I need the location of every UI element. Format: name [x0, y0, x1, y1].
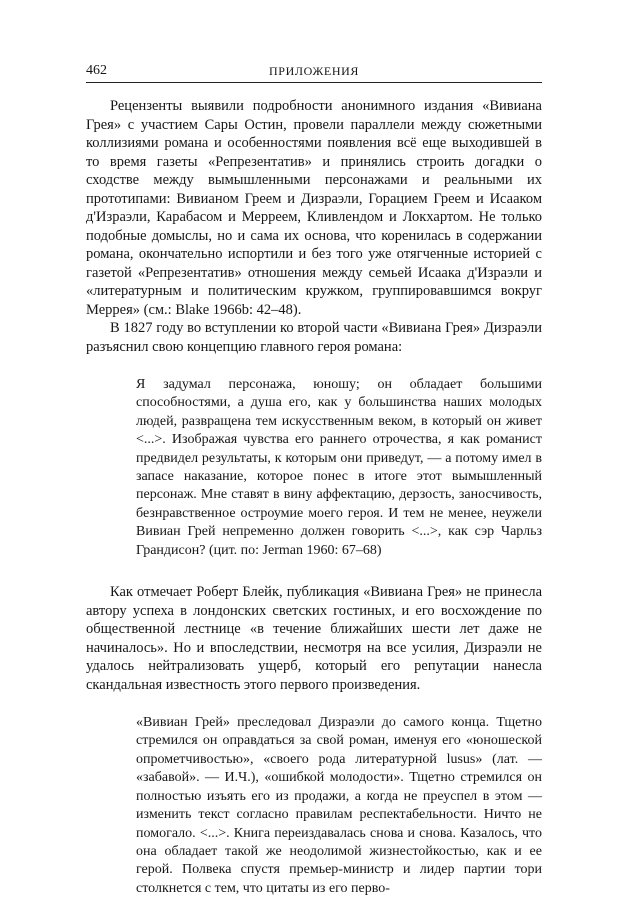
quote-text: Я задумал персонажа, юношу; он обладает большими способностями, а душа его, как у большинства наших молодых людей, развращена тем искусственным веком, в который он живет <...>. Изображая чувства его раннего отрочества, я как романист предвидел результаты, к которым они приведут, — а потому имел в запасе наказание, которое понес в итоге этот вымышленный персонаж. Мне ставят в вину аффектацию, дерзость, заносчивость, безнравственное остроумие моего героя. И тем не менее, неужели Вивиан Грей непременно должен говорить <...>, как сэр Чарльз Грандисон? (цит. по: Jerman 1960: 67–68)	[136, 377, 542, 558]
quote-text: «Вивиан Грей» преследовал Дизраэли до самого конца. Тщетно стремился он оправдаться за свой роман, именуя его «юношеской опрометчивостью», «своего рода литературной lusus» (лат. — «забавой». — И.Ч.), «ошибкой молодости». Тщетно стремился он полностью изъять его из продажи, а когда не преуспел в этом — изменить текст согласно правилам респектабельности. Ничто не помогало. <...>. Книга переиздавалась снова и снова. Казалось, что она обладает такой же неодолимой жизнестойкостью, как и ее герой. Полвека спустя премьер-министр и лидер партии тори столкнется с тем, что цитаты из его перво-	[136, 715, 542, 896]
page-header	[86, 63, 542, 81]
running-title: ПРИЛОЖЕНИЯ	[269, 64, 359, 78]
header-rule	[86, 82, 542, 83]
paragraph: Как отмечает Роберт Блейк, публикация «Вивиана Грея» не принесла автору успеха в лондонских светских гостиных, и его восхождение по общественной лестнице «в течение ближайших шести лет даже не начиналось». Но и впоследствии, несмотря на все усилия, Дизраэли не удалось нейтрализовать ущерб, который его репутации нанесла скандальная известность этого первого произведения.	[86, 584, 542, 693]
paragraph: В 1827 году во вступлении ко второй части «Вивиана Грея» Дизраэли разъяснил свою концепцию главного героя романа:	[86, 320, 542, 355]
block-quote	[136, 714, 542, 898]
page-number: 462	[86, 63, 107, 78]
paragraph: Рецензенты выявили подробности анонимного издания «Вивиана Грея» с участием Сары Остин, провели параллели между сюжетными коллизиями романа и особенностями появления всё еще выходившей в то время газеты «Репрезентатив» и принялись строить догадки о сходстве между вымышленными персонажами и реальными их прототипами: Вивианом Греем и Дизраэли, Горацием Греем и Исааком д'Израэли, Карабасом и Мерреем, Кливлендом и Локхартом. Не только подобные домыслы, но и сама их основа, что коренилась в содержании романа, окончательно испортили и без того уже отягченные историей с газетой «Репрезентатив» отношения между семьей Исаака д'Израэли и «литературным и политическим кружком, группировавшимся вокруг Меррея» (см.: Blake 1966b: 42–48).	[86, 98, 542, 318]
block-quote	[136, 376, 542, 560]
body-text	[86, 97, 542, 898]
